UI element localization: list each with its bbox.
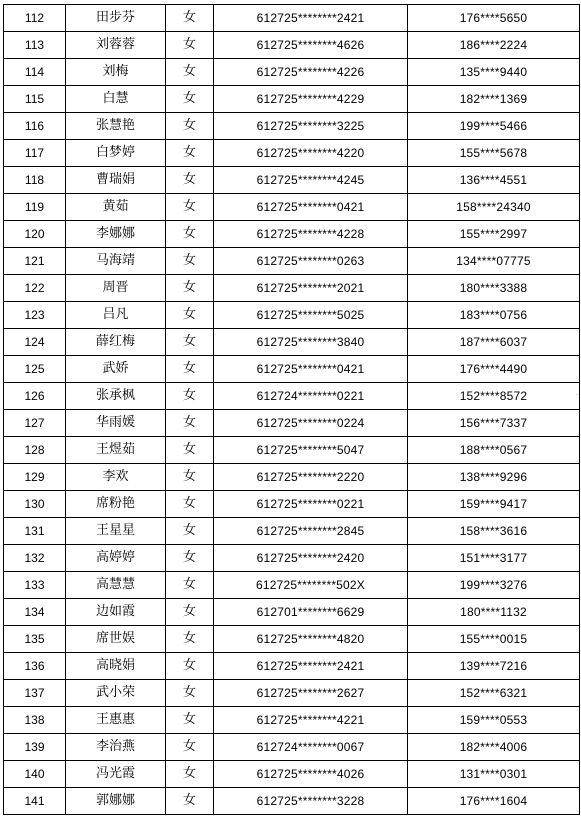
id-number-cell: 612725********0263 (214, 248, 408, 275)
gender-cell: 女 (166, 788, 214, 815)
name-cell: 田步芬 (66, 5, 166, 32)
row-number-cell: 134 (4, 599, 66, 626)
phone-cell: 159****9417 (408, 491, 580, 518)
phone-cell: 138****9296 (408, 464, 580, 491)
table-row (4, 167, 580, 194)
row-number-cell: 125 (4, 356, 66, 383)
row-number-cell: 127 (4, 410, 66, 437)
table-row (4, 32, 580, 59)
name-cell: 白慧 (66, 86, 166, 113)
gender-cell: 女 (166, 572, 214, 599)
gender-cell: 女 (166, 113, 214, 140)
name-cell: 华雨媛 (66, 410, 166, 437)
name-cell: 曹瑞娟 (66, 167, 166, 194)
id-number-cell: 612725********2021 (214, 275, 408, 302)
name-cell: 高慧慧 (66, 572, 166, 599)
phone-cell: 180****3388 (408, 275, 580, 302)
name-cell: 刘梅 (66, 59, 166, 86)
name-cell: 李治燕 (66, 734, 166, 761)
table-row (4, 59, 580, 86)
table-row (4, 383, 580, 410)
table-row (4, 140, 580, 167)
id-number-cell: 612725********4026 (214, 761, 408, 788)
id-number-cell: 612725********5025 (214, 302, 408, 329)
id-number-cell: 612725********4221 (214, 707, 408, 734)
table-row (4, 221, 580, 248)
name-cell: 王星星 (66, 518, 166, 545)
gender-cell: 女 (166, 140, 214, 167)
phone-cell: 199****3276 (408, 572, 580, 599)
table-row (4, 86, 580, 113)
phone-cell: 186****2224 (408, 32, 580, 59)
row-number-cell: 116 (4, 113, 66, 140)
gender-cell: 女 (166, 5, 214, 32)
phone-cell: 159****0553 (408, 707, 580, 734)
gender-cell: 女 (166, 599, 214, 626)
id-number-cell: 612725********2420 (214, 545, 408, 572)
table-row (4, 491, 580, 518)
name-cell: 张慧艳 (66, 113, 166, 140)
name-cell: 吕凡 (66, 302, 166, 329)
gender-cell: 女 (166, 356, 214, 383)
phone-cell: 180****1132 (408, 599, 580, 626)
id-number-cell: 612725********4228 (214, 221, 408, 248)
id-number-cell: 612725********3225 (214, 113, 408, 140)
name-cell: 席世娱 (66, 626, 166, 653)
gender-cell: 女 (166, 86, 214, 113)
phone-cell: 183****0756 (408, 302, 580, 329)
phone-cell: 158****24340 (408, 194, 580, 221)
phone-cell: 152****6321 (408, 680, 580, 707)
table-row (4, 707, 580, 734)
id-number-cell: 612725********502X (214, 572, 408, 599)
edge-mark (576, 394, 579, 395)
phone-cell: 176****4490 (408, 356, 580, 383)
row-number-cell: 122 (4, 275, 66, 302)
id-number-cell: 612725********2627 (214, 680, 408, 707)
gender-cell: 女 (166, 248, 214, 275)
id-number-cell: 612725********4220 (214, 140, 408, 167)
gender-cell: 女 (166, 491, 214, 518)
gender-cell: 女 (166, 194, 214, 221)
phone-cell: 155****0015 (408, 626, 580, 653)
phone-cell: 156****7337 (408, 410, 580, 437)
id-number-cell: 612725********5047 (214, 437, 408, 464)
table-row (4, 410, 580, 437)
phone-cell: 158****3616 (408, 518, 580, 545)
gender-cell: 女 (166, 32, 214, 59)
table-row (4, 680, 580, 707)
name-cell: 高晓娟 (66, 653, 166, 680)
row-number-cell: 114 (4, 59, 66, 86)
row-number-cell: 130 (4, 491, 66, 518)
table-row (4, 464, 580, 491)
name-cell: 王煜茹 (66, 437, 166, 464)
id-number-cell: 612725********2220 (214, 464, 408, 491)
id-number-cell: 612725********4626 (214, 32, 408, 59)
id-number-cell: 612725********3840 (214, 329, 408, 356)
id-number-cell: 612725********4245 (214, 167, 408, 194)
row-number-cell: 118 (4, 167, 66, 194)
phone-cell: 199****5466 (408, 113, 580, 140)
gender-cell: 女 (166, 167, 214, 194)
gender-cell: 女 (166, 464, 214, 491)
name-cell: 黄茹 (66, 194, 166, 221)
id-number-cell: 612725********2421 (214, 653, 408, 680)
id-number-cell: 612725********0221 (214, 491, 408, 518)
table-row (4, 599, 580, 626)
name-cell: 薛红梅 (66, 329, 166, 356)
name-cell: 王惠惠 (66, 707, 166, 734)
phone-cell: 176****5650 (408, 5, 580, 32)
name-cell: 武娇 (66, 356, 166, 383)
table-row (4, 653, 580, 680)
row-number-cell: 140 (4, 761, 66, 788)
id-number-cell: 612701********6629 (214, 599, 408, 626)
name-cell: 白梦婷 (66, 140, 166, 167)
gender-cell: 女 (166, 626, 214, 653)
gender-cell: 女 (166, 653, 214, 680)
row-number-cell: 113 (4, 32, 66, 59)
gender-cell: 女 (166, 329, 214, 356)
phone-cell: 182****4006 (408, 734, 580, 761)
gender-cell: 女 (166, 59, 214, 86)
gender-cell: 女 (166, 734, 214, 761)
name-cell: 席粉艳 (66, 491, 166, 518)
table-row (4, 5, 580, 32)
table-row (4, 572, 580, 599)
row-number-cell: 131 (4, 518, 66, 545)
row-number-cell: 112 (4, 5, 66, 32)
gender-cell: 女 (166, 302, 214, 329)
gender-cell: 女 (166, 410, 214, 437)
row-number-cell: 136 (4, 653, 66, 680)
id-number-cell: 612725********4820 (214, 626, 408, 653)
name-cell: 武小荣 (66, 680, 166, 707)
phone-cell: 155****5678 (408, 140, 580, 167)
table-row (4, 329, 580, 356)
row-number-cell: 123 (4, 302, 66, 329)
table-row (4, 437, 580, 464)
row-number-cell: 126 (4, 383, 66, 410)
name-cell: 刘蓉蓉 (66, 32, 166, 59)
id-number-cell: 612725********0421 (214, 194, 408, 221)
phone-cell: 155****2997 (408, 221, 580, 248)
phone-cell: 176****1604 (408, 788, 580, 815)
row-number-cell: 124 (4, 329, 66, 356)
table-row (4, 248, 580, 275)
row-number-cell: 133 (4, 572, 66, 599)
row-number-cell: 132 (4, 545, 66, 572)
table-row (4, 518, 580, 545)
gender-cell: 女 (166, 383, 214, 410)
name-cell: 马海靖 (66, 248, 166, 275)
gender-cell: 女 (166, 275, 214, 302)
row-number-cell: 135 (4, 626, 66, 653)
phone-cell: 188****0567 (408, 437, 580, 464)
row-number-cell: 129 (4, 464, 66, 491)
table-row (4, 545, 580, 572)
phone-cell: 134****07775 (408, 248, 580, 275)
id-number-cell: 612725********0224 (214, 410, 408, 437)
phone-cell: 182****1369 (408, 86, 580, 113)
name-cell: 冯光霞 (66, 761, 166, 788)
name-cell: 李欢 (66, 464, 166, 491)
id-number-cell: 612725********0421 (214, 356, 408, 383)
gender-cell: 女 (166, 221, 214, 248)
roster-table (3, 4, 580, 815)
table-row (4, 302, 580, 329)
name-cell: 边如霞 (66, 599, 166, 626)
row-number-cell: 119 (4, 194, 66, 221)
id-number-cell: 612725********2845 (214, 518, 408, 545)
id-number-cell: 612724********0067 (214, 734, 408, 761)
phone-cell: 152****8572 (408, 383, 580, 410)
name-cell: 李娜娜 (66, 221, 166, 248)
id-number-cell: 612725********4229 (214, 86, 408, 113)
row-number-cell: 120 (4, 221, 66, 248)
phone-cell: 187****6037 (408, 329, 580, 356)
table-row (4, 626, 580, 653)
table-row (4, 356, 580, 383)
row-number-cell: 121 (4, 248, 66, 275)
name-cell: 高婷婷 (66, 545, 166, 572)
table-row (4, 761, 580, 788)
roster-body (4, 5, 580, 815)
row-number-cell: 138 (4, 707, 66, 734)
gender-cell: 女 (166, 545, 214, 572)
row-number-cell: 115 (4, 86, 66, 113)
gender-cell: 女 (166, 680, 214, 707)
id-number-cell: 612724********0221 (214, 383, 408, 410)
table-row (4, 734, 580, 761)
phone-cell: 131****0301 (408, 761, 580, 788)
row-number-cell: 128 (4, 437, 66, 464)
gender-cell: 女 (166, 518, 214, 545)
row-number-cell: 139 (4, 734, 66, 761)
gender-cell: 女 (166, 707, 214, 734)
phone-cell: 135****9440 (408, 59, 580, 86)
table-row (4, 275, 580, 302)
row-number-cell: 141 (4, 788, 66, 815)
id-number-cell: 612725********4226 (214, 59, 408, 86)
table-row (4, 113, 580, 140)
row-number-cell: 117 (4, 140, 66, 167)
table-row (4, 194, 580, 221)
name-cell: 郭娜娜 (66, 788, 166, 815)
gender-cell: 女 (166, 761, 214, 788)
phone-cell: 136****4551 (408, 167, 580, 194)
id-number-cell: 612725********2421 (214, 5, 408, 32)
name-cell: 张承枫 (66, 383, 166, 410)
phone-cell: 139****7216 (408, 653, 580, 680)
id-number-cell: 612725********3228 (214, 788, 408, 815)
phone-cell: 151****3177 (408, 545, 580, 572)
gender-cell: 女 (166, 437, 214, 464)
name-cell: 周晋 (66, 275, 166, 302)
table-row (4, 788, 580, 815)
row-number-cell: 137 (4, 680, 66, 707)
